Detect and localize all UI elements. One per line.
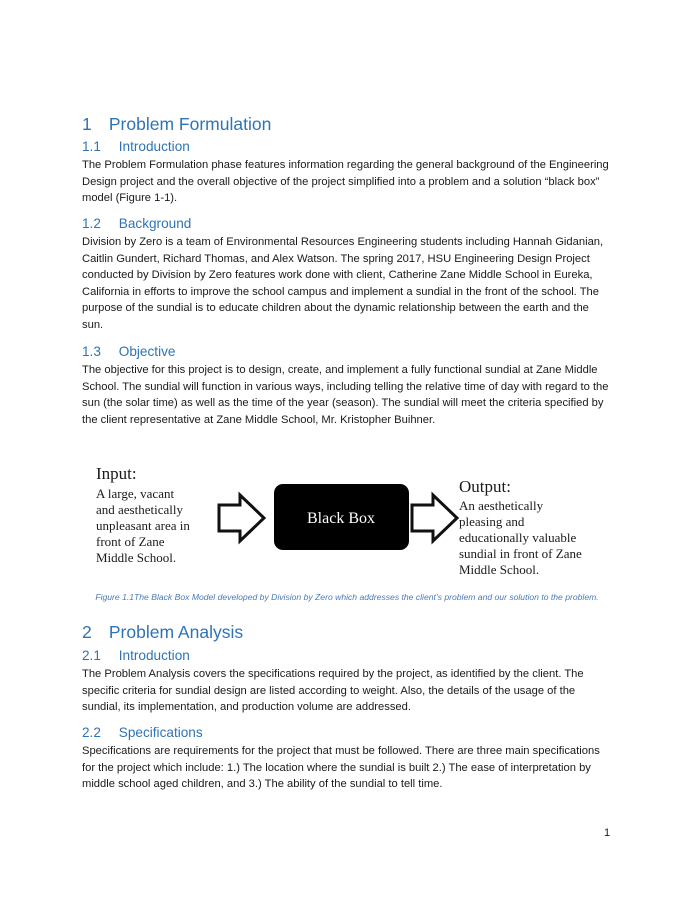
input-line: unpleasant area in: [96, 518, 190, 533]
section-number: 1.1: [82, 139, 101, 154]
section-title: Background: [118, 216, 192, 231]
section-number: 2.1: [82, 648, 101, 663]
figure-caption: Figure 1.1The Black Box Model developed by Division by Zero which addresses the client’s problem and our solution to the problem.: [95, 591, 599, 602]
output-line: An aesthetically: [459, 498, 544, 513]
output-line: Middle School.: [459, 562, 540, 577]
input-title: Input:: [96, 464, 137, 483]
section-2-heading: [82, 620, 243, 644]
section-number: 1: [82, 114, 92, 134]
section-number: 2: [82, 622, 92, 642]
input-line: A large, vacant: [96, 486, 175, 501]
section-title: Objective: [118, 344, 176, 359]
section-title: Problem Analysis: [108, 622, 244, 642]
black-box-label: Black Box: [307, 510, 375, 527]
right-arrow-icon: [412, 495, 457, 541]
output-title: Output:: [459, 477, 511, 496]
section-1-2-heading: [82, 215, 191, 233]
section-1-heading: [82, 112, 271, 136]
output-line: educationally valuable: [459, 530, 577, 545]
input-line: Middle School.: [96, 550, 177, 565]
section-2-2-paragraph: Specifications are requirements for the project that must be followed. There are three main specifications for the project which include: 1.) The location where the sundial is built 2.) The ease of interpretation by middle school aged children, and 3.) The ability of the sundial to tell time.: [82, 745, 600, 791]
section-title: Problem Formulation: [108, 114, 272, 134]
section-1-1-heading: [82, 138, 190, 156]
right-arrow-icon: [219, 495, 264, 541]
section-2-1-paragraph: The Problem Analysis covers the specifications required by the project, as identified by the client. The specific criteria for sundial design are listed according to weight. Also, the details of the usage of the sundial, its implementation, and production volume are addressed.: [82, 668, 584, 714]
section-2-1-heading: [82, 647, 190, 665]
output-line: pleasing and: [459, 514, 525, 529]
input-line: and aesthetically: [96, 502, 183, 517]
section-2-2-heading: [82, 724, 203, 742]
section-number: 2.2: [82, 725, 101, 740]
section-1-1-paragraph: The Problem Formulation phase features information regarding the general background of the Engineering Design project and the overall objective of the project simplified into a problem and a solution “black box” model (Figure 1-1).: [82, 159, 609, 205]
section-title: Introduction: [118, 648, 190, 663]
section-1-2-paragraph: Division by Zero is a team of Environmental Resources Engineering students including Hannah Gidanian, Caitlin Gundert, Richard Thomas, and Alex Watson. The spring 2017, HSU Engineering Design Project conducted by Division by Zero features work done with client, Catherine Zane Middle School in Eureka, California in efforts to improve the school campus and implement a sundial in the front of the school. The purpose of the sundial is to educate children about the dynamic relationship between the earth and the sun.: [82, 236, 604, 331]
page-number: 1: [604, 827, 611, 839]
section-title: Specifications: [118, 725, 203, 740]
output-line: sundial in front of Zane: [459, 546, 582, 561]
section-1-3-heading: [82, 343, 175, 361]
section-number: 1.2: [82, 216, 101, 231]
black-box-figure: [94, 457, 614, 582]
input-line: front of Zane: [96, 534, 165, 549]
section-number: 1.3: [82, 344, 101, 359]
section-1-3-paragraph: The objective for this project is to design, create, and implement a fully functional sundial at Zane Middle School. The sundial will function in various ways, including telling the relative time of day with regard to the sun (the solar time) as well as the time of the year (season). The sundial will meet the criteria specified by the client representative at Zane Middle School, Mr. Kristopher Buihner.: [82, 364, 609, 426]
section-title: Introduction: [118, 139, 190, 154]
